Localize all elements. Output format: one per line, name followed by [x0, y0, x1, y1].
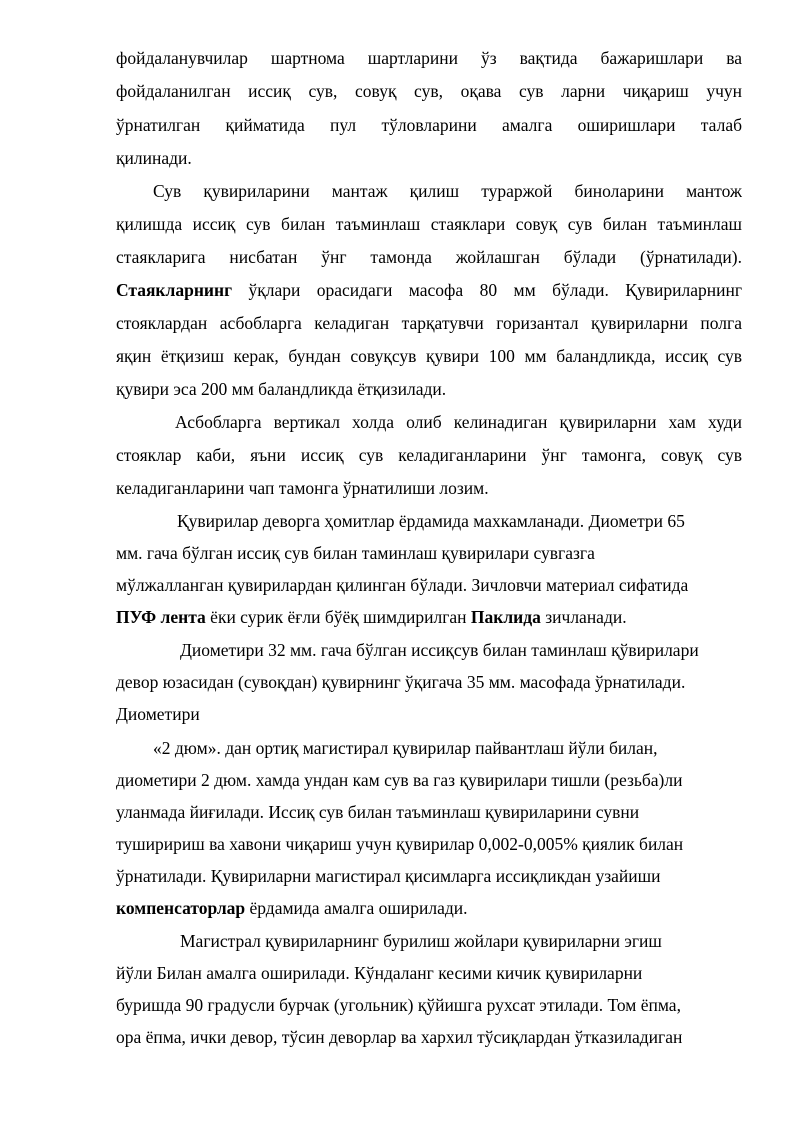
para2-line6: яқин ётқизиш керак, бундан совуқсув қувири 100 мм баландликда, иссиқ сув — [116, 346, 742, 366]
para1-line1: фойдаланувчилар шартнома шартларини ўз вақтида бажаришлари ва — [116, 48, 742, 68]
para2-line1: Сув қувириларини мантаж қилиш тураржой биноларини мантож — [153, 181, 742, 201]
para7-line3: буришда 90 градусли бурчак (угольник) қўйишга рухсат этилади. Том ёпма, — [116, 995, 681, 1015]
para1-line2: фойдаланилган иссиқ сув, совуқ сув, оқава сув ларни чиқариш учун — [116, 81, 742, 101]
para5-line2: девор юзасидан (сувоқдан) қувирнинг ўқигача 35 мм. масофада ўрнатилади. — [116, 672, 686, 692]
para6-line2: диометири 2 дюм. хамда ундан кам сув ва газ қувирилари тишли (резьба)ли — [116, 770, 683, 790]
para7-line2: йўли Билан амалга оширилади. Кўндаланг кесими кичик қувириларни — [116, 963, 643, 983]
para3-line2: стояклар каби, яъни иссиқ сув келадиганларини ўнг тамонга, совуқ сув — [116, 445, 742, 465]
para1-line4: қилинади. — [116, 148, 192, 168]
para4-line4-mid: ёки сурик ёғли бўёқ шимдирилган — [205, 607, 471, 627]
para3-line3: келадиганларини чап тамонга ўрнатилиши лозим. — [116, 478, 489, 498]
para2-line5: стояклардан асбобларга келадиган тарқатувчи горизантал қувириларни полга — [116, 313, 742, 333]
para7-line1: Магистрал қувириларнинг бурилиш жойлари қувириларни эгиш — [180, 931, 662, 951]
para3-line1: Асбобларга вертикал холда олиб келинадиган қувириларни хам худи — [175, 412, 742, 432]
para2-line3: стаякларига нисбатан ўнг тамонда жойлашган бўлади (ўрнатилади). — [116, 247, 742, 267]
para6-line4: туширириш ва хавони чиқариш учун қувирилар 0,002-0,005% қиялик билан — [116, 834, 684, 854]
para6-line6-rest: ёрдамида амалга оширилади. — [245, 898, 468, 918]
para4-line3: мўлжалланган қувирилардан қилинган бўлади. Зичловчи материал сифатида — [116, 575, 689, 595]
para2-line4-rest: ўқлари орасидаги масофа 80 мм бўлади. Қувириларнинг — [248, 280, 743, 300]
bold-term-stayaklarning: Стаякларнинг — [116, 280, 233, 300]
para6-line5: ўрнатилади. Қувириларни магистирал қисимларга иссиқликдан узайиши — [116, 866, 661, 886]
para6-line1: «2 дюм». дан ортиқ магистирал қувирилар пайвантлаш йўли билан, — [153, 738, 658, 758]
para5-line3: Диометири — [116, 704, 200, 724]
para2-line2: қилишда иссиқ сув билан таъминлаш стаяклари совуқ сув билан таъминлаш — [116, 214, 742, 234]
para2-line4 — [116, 279, 742, 301]
para4-line4 — [116, 606, 627, 628]
para6-line3: уланмада йиғилади. Иссиқ сув билан таъминлаш қувириларини сувни — [116, 802, 640, 822]
bold-term-kompensatorlar: компенсаторлар — [116, 898, 246, 918]
para1-line3: ўрнатилган қийматида пул тўловларини амалга оширишлари талаб — [116, 115, 742, 135]
para4-line1: Қувирилар деворга ҳомитлар ёрдамида махкамланади. Диометри 65 — [177, 511, 685, 531]
bold-term-paklida: Паклида — [470, 607, 541, 627]
para2-line7: қувири эса 200 мм баландликда ётқизилади. — [116, 379, 447, 399]
para4-line2: мм. гача бўлган иссиқ сув билан таминлаш қувирилари сувгазга — [116, 543, 595, 563]
para6-line6 — [116, 897, 468, 919]
bold-term-puf-lenta: ПУФ лента — [116, 607, 206, 627]
para5-line1: Диометири 32 мм. гача бўлган иссиқсув билан таминлаш қўвирилари — [180, 640, 699, 660]
para7-line4: ора ёпма, ички девор, тўсин деворлар ва хархил тўсиқлардан ўтказиладиган — [116, 1027, 683, 1047]
para4-line4-end: зичланади. — [540, 607, 627, 627]
